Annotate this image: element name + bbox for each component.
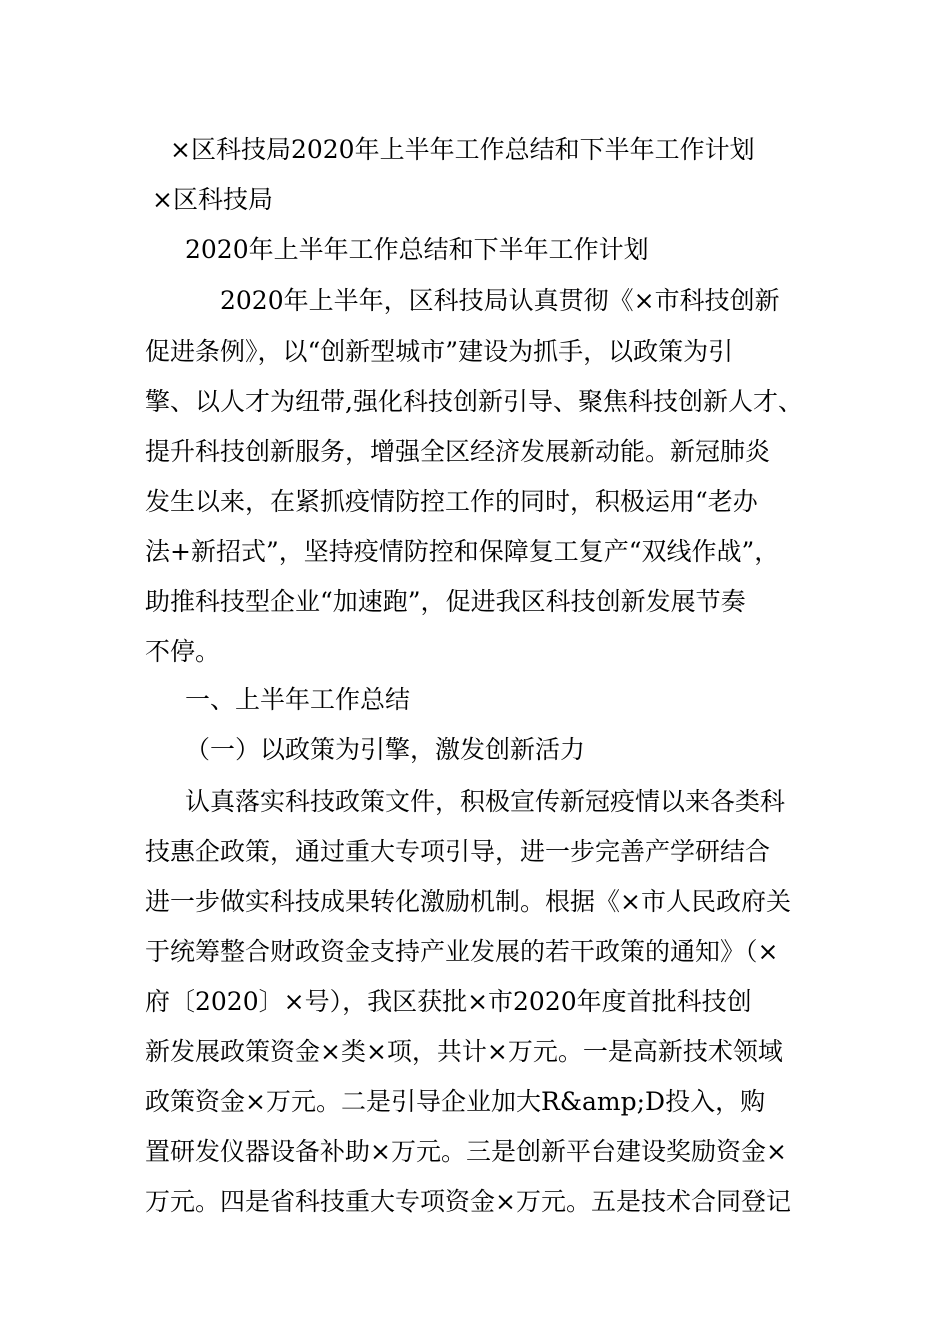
body-line: 技惠企政策，通过重大专项引导，进一步完善产学研结合 bbox=[145, 837, 771, 866]
body-line: 万元。四是省科技重大专项资金×万元。五是技术合同登记 bbox=[145, 1187, 791, 1216]
body-line: 政策资金×万元。二是引导企业加大R&amp;D投入，购 bbox=[145, 1087, 766, 1116]
intro-line: 提升科技创新服务，增强全区经济发展新动能。新冠肺炎 bbox=[145, 437, 771, 466]
document-title: ×区科技局2020年上半年工作总结和下半年工作计划 bbox=[170, 135, 755, 164]
body-line: 置研发仪器设备补助×万元。三是创新平台建设奖励资金× bbox=[145, 1137, 787, 1166]
document-subtitle: 2020年上半年工作总结和下半年工作计划 bbox=[185, 235, 649, 264]
body-line: 进一步做实科技成果转化激励机制。根据《×市人民政府关 bbox=[145, 887, 791, 916]
subsection-heading: （一）以政策为引擎，激发创新活力 bbox=[185, 735, 586, 764]
intro-line: 不停。 bbox=[145, 637, 221, 666]
intro-line: 助推科技型企业“加速跑”，促进我区科技创新发展节奏 bbox=[145, 587, 746, 616]
document-organization: ×区科技局 bbox=[152, 185, 273, 214]
body-line: 新发展政策资金×类×项，共计×万元。一是高新技术领域 bbox=[145, 1037, 783, 1066]
body-line: 认真落实科技政策文件，积极宣传新冠疫情以来各类科 bbox=[185, 787, 786, 816]
intro-line: 擎、以人才为纽带,强化科技创新引导、聚焦科技创新人才、 bbox=[145, 387, 803, 416]
intro-line: 法+新招式”，坚持疫情防控和保障复工复产“双线作战”， bbox=[145, 537, 780, 566]
intro-line: 发生以来，在紧抓疫情防控工作的同时，积极运用“老办 bbox=[145, 487, 758, 516]
body-line: 府〔2020〕×号），我区获批×市2020年度首批科技创 bbox=[145, 987, 752, 1016]
body-line: 于统筹整合财政资金支持产业发展的若干政策的通知》（× bbox=[145, 937, 779, 966]
intro-line: 促进条例》，以“创新型城市”建设为抓手，以政策为引 bbox=[145, 337, 734, 366]
intro-line: 2020年上半年，区科技局认真贯彻《×市科技创新 bbox=[220, 286, 780, 315]
section-heading: 一、上半年工作总结 bbox=[185, 685, 411, 714]
